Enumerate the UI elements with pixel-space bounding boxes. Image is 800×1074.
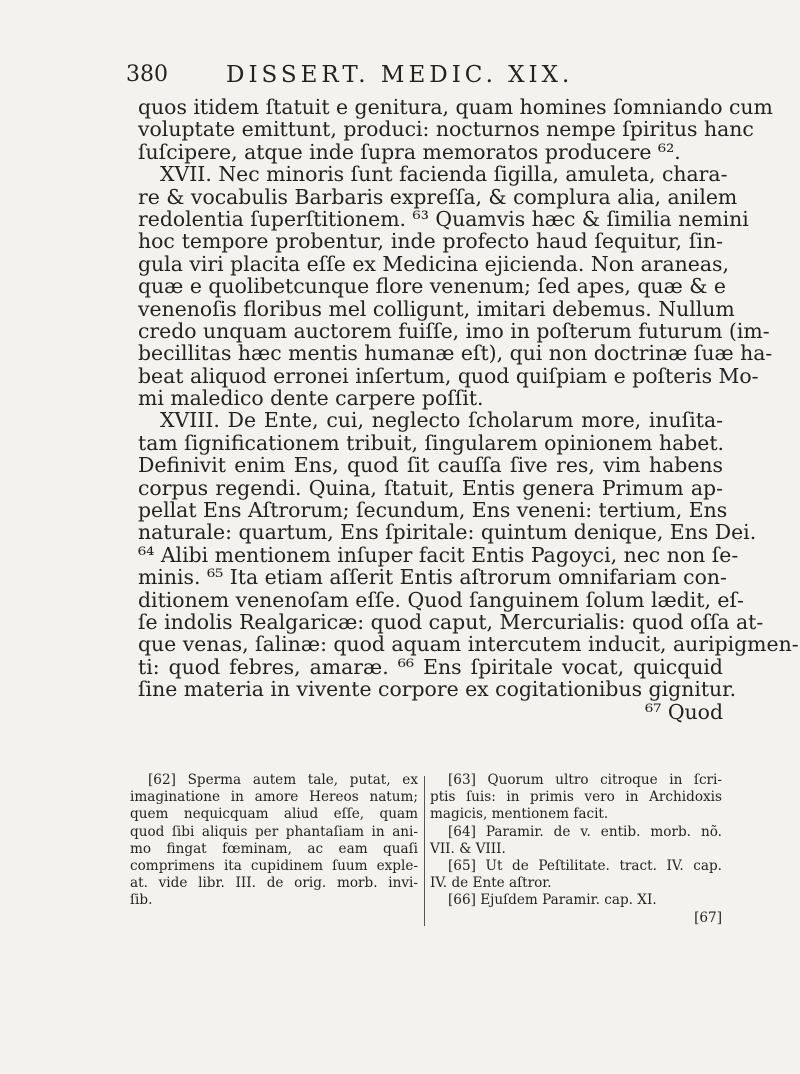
text-line: ti: quod febres, amaræ. ⁶⁶ Ens ſpiritale vocat, quicquid [138, 654, 723, 679]
footnote-line: ſib. [130, 892, 153, 909]
text-line: venenoſis floribus mel colligunt, imitari debemus. Nullum [138, 296, 735, 321]
text-line: quæ e quolibetcunque flore venenum; ſed apes, quæ & e [138, 274, 726, 299]
footnotes [130, 772, 730, 952]
text-line: minis. ⁶⁵ Ita etiam aſſerit Entis aſtrorum omnifariam con- [138, 565, 727, 590]
text-line: voluptate emittunt, produci: nocturnos nempe ſpiritus hanc [138, 117, 754, 142]
text-line: ditionem venenoſam eſſe. Quod ſanguinem ſolum lædit, eſ- [138, 587, 744, 612]
main-text [138, 95, 799, 724]
footnote-line: ptis ſuis: in primis vero in Archidoxis [430, 789, 722, 806]
footnote-line: mo fingat fœminam, ac eam quaſi [130, 840, 418, 857]
text-line: ⁶⁷ Quod [644, 699, 723, 724]
text-line: corpus regendi. Quina, ſtatuit, Entis genera Primum ap- [138, 475, 723, 500]
text-line: gula viri placita eſſe ex Medicina ejicienda. Non araneas, [138, 251, 729, 276]
text-line: beat aliquod erronei inſertum, quod quiſpiam e poſteris Mo- [138, 363, 759, 388]
footnote-line: imaginatione in amore Hereos natum; [130, 789, 418, 806]
text-line: quos itidem ſtatuit e genitura, quam homines ſomniando cum [138, 95, 773, 119]
text-line: pellat Ens Aſtrorum; ſecundum, Ens veneni: tertium, Ens [138, 498, 728, 523]
text-line: hoc tempore probentur, inde profecto haud ſequitur, ſin- [138, 229, 723, 254]
footnote-line: [64] Paramir. de v. entib. morb. nõ. [448, 823, 722, 840]
footnote-line: quod ſibi aliquis per phantaſiam in ani- [130, 823, 418, 840]
text-line: ſe indolis Realgaricæ: quod caput, Mercurialis: quod oſſa at- [138, 609, 764, 634]
text-line: XVII. Nec minoris ſunt facienda ſigilla, amuleta, chara- [160, 162, 728, 187]
footnotes-left-column [130, 772, 418, 910]
footnote-line: [62] Sperma autem tale, putat, ex [148, 772, 418, 788]
footnotes-right-column [430, 772, 722, 927]
text-line: mi maledico dente carpere poſſit. [138, 386, 484, 411]
text-line: ⁶⁴ Alibi mentionem inſuper facit Entis Pagoyci, nec non ſe- [138, 542, 739, 567]
footnote-line: comprimens ita cupidinem ſuum exple- [130, 858, 418, 875]
text-line: becillitas hæc mentis humanæ eſt), qui non doctrinæ ſuæ ha- [138, 341, 773, 366]
column-divider [424, 776, 425, 926]
text-line: redolentia ſuperſtitionem. ⁶³ Quamvis hæc & ſimilia nemini [138, 206, 749, 231]
footnote-line: [66] Ejuſdem Paramir. cap. XI. [448, 892, 657, 909]
running-title: DISSERT. MEDIC. XIX. [226, 62, 574, 88]
text-line: Definivit enim Ens, quod ſit cauſſa ſive res, vim habens [138, 453, 723, 478]
footnote-line: [65] Ut de Peſtilitate. tract. IV. cap. [448, 858, 722, 875]
footnote-line: IV. de Ente aſtror. [430, 875, 552, 892]
footnote-line: [67] [694, 909, 722, 926]
footnote-line: quem nequicquam aliud eſſe, quam [130, 806, 418, 823]
text-line: ſine materia in vivente corpore ex cogitationibus gignitur. [138, 677, 737, 702]
text-line: tam ſignificationem tribuit, ſingularem opinionem habet. [138, 430, 725, 455]
text-line: naturale: quartum, Ens ſpiritale: quintum denique, Ens Dei. [138, 520, 757, 545]
footnote-line: magicis, mentionem facit. [430, 806, 609, 823]
text-line: XVIII. De Ente, cui, neglecto ſcholarum more, inuſita- [160, 408, 723, 433]
footnote-line: at. vide libr. III. de orig. morb. invi- [130, 875, 418, 892]
footnote-line: [63] Quorum ultro citroque in ſcri- [448, 772, 722, 788]
text-line: que venas, ſalinæ: quod aquam intercutem inducit, auripigmen- [138, 632, 799, 657]
page-number: 380 [126, 62, 168, 87]
running-header [126, 58, 726, 92]
text-line: credo unquam auctorem fuiſſe, imo in poſterum futurum (im- [138, 318, 770, 343]
text-line: ſuſcipere, atque inde ſupra memoratos producere ⁶². [138, 139, 681, 164]
text-line: re & vocabulis Barbaris expreſſa, & complura alia, anilem [138, 184, 738, 209]
footnote-line: VII. & VIII. [430, 840, 506, 857]
